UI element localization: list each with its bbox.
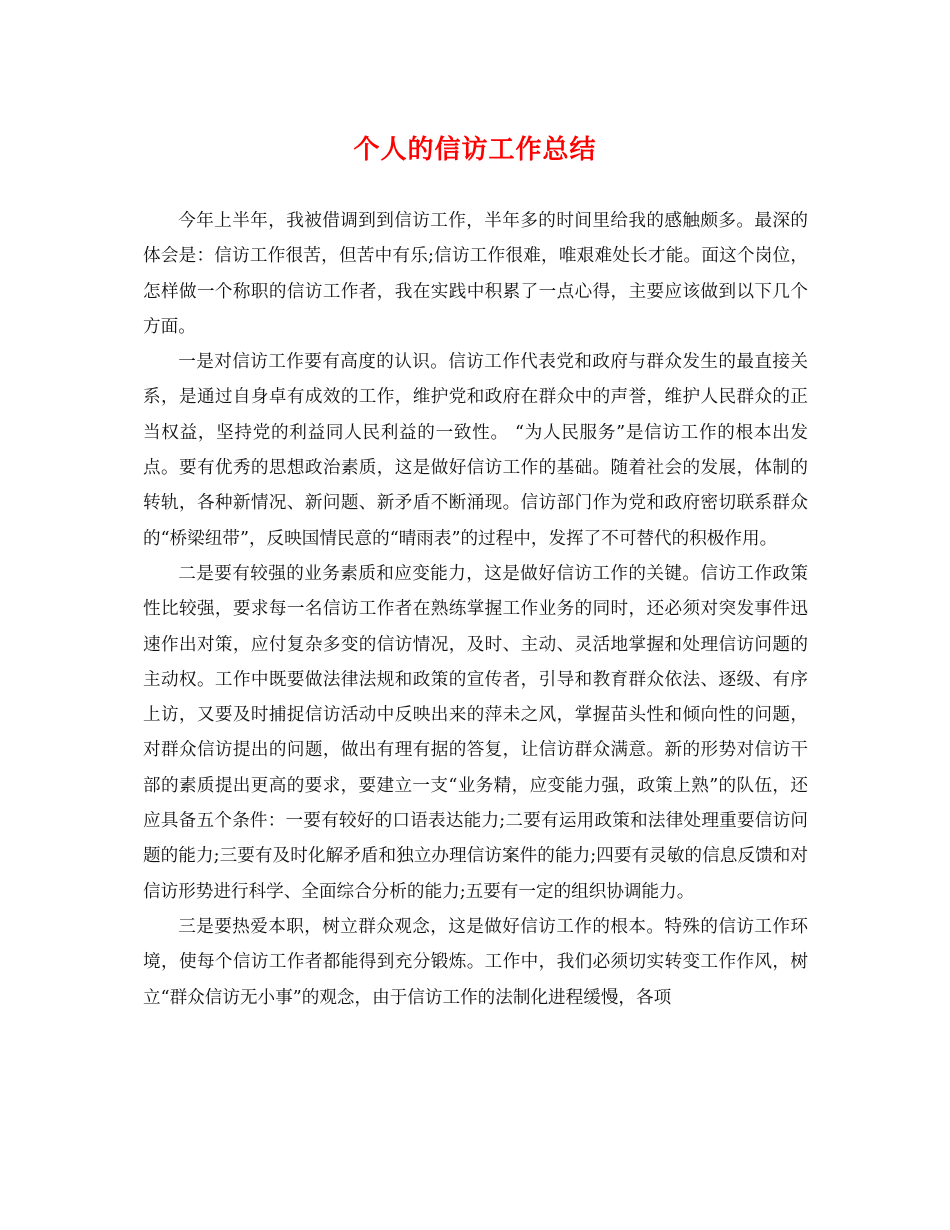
paragraph-point-three: 三是要热爱本职，树立群众观念，这是做好信访工作的根本。特殊的信访工作环境，使每个信访工作者都能得到充分锻炼。工作中，我们必须切实转变工作作风，树立“群众信访无小事”的观念，由于信访工作的法制化进程缓慢，各项 (143, 916, 808, 1008)
document-title: 个人的信访工作总结 (353, 135, 597, 165)
document-body (143, 204, 808, 1016)
paragraph-point-one: 一是对信访工作要有高度的认识。信访工作代表党和政府与群众发生的最直接关系，是通过自身卓有成效的工作，维护党和政府在群众中的声誉，维护人民群众的正当权益，坚持党的利益同人民利益的一致性。 “为人民服务”是信访工作的根本出发点。要有优秀的思想政治素质，这是做好信访工作的基础。随着社会的发展，体制的转轨，各种新情况、新问题、新矛盾不断涌现。信访部门作为党和政府密切联系群众的“桥梁纽带”，反映国情民意的“晴雨表”的过程中，发挥了不可替代的积极作用。 (143, 352, 808, 549)
paragraph-intro: 今年上半年，我被借调到到信访工作，半年多的时间里给我的感触颇多。最深的体会是：信访工作很苦，但苦中有乐;信访工作很难，唯艰难处长才能。面这个岗位，怎样做一个称职的信访工作者，我在实践中积累了一点心得，主要应该做到以下几个方面。 (143, 211, 808, 337)
paragraph-point-two: 二是要有较强的业务素质和应变能力，这是做好信访工作的关键。信访工作政策性比较强，要求每一名信访工作者在熟练掌握工作业务的同时，还必须对突发事件迅速作出对策，应付复杂多变的信访情况，及时、主动、灵活地掌握和处理信访问题的主动权。工作中既要做法律法规和政策的宣传者，引导和教育群众依法、逐级、有序上访，又要及时捕捉信访活动中反映出来的萍未之风，掌握苗头性和倾向性的问题，对群众信访提出的问题，做出有理有据的答复，让信访群众满意。新的形势对信访干部的素质提出更高的要求，要建立一支“业务精，应变能力强，政策上熟”的队伍，还应具备五个条件：一要有较好的口语表达能力;二要有运用政策和法律处理重要信访问题的能力;三要有及时化解矛盾和独立办理信访案件的能力;四要有灵敏的信息反馈和对信访形势进行科学、全面综合分析的能力;五要有一定的组织协调能力。 (143, 563, 808, 902)
